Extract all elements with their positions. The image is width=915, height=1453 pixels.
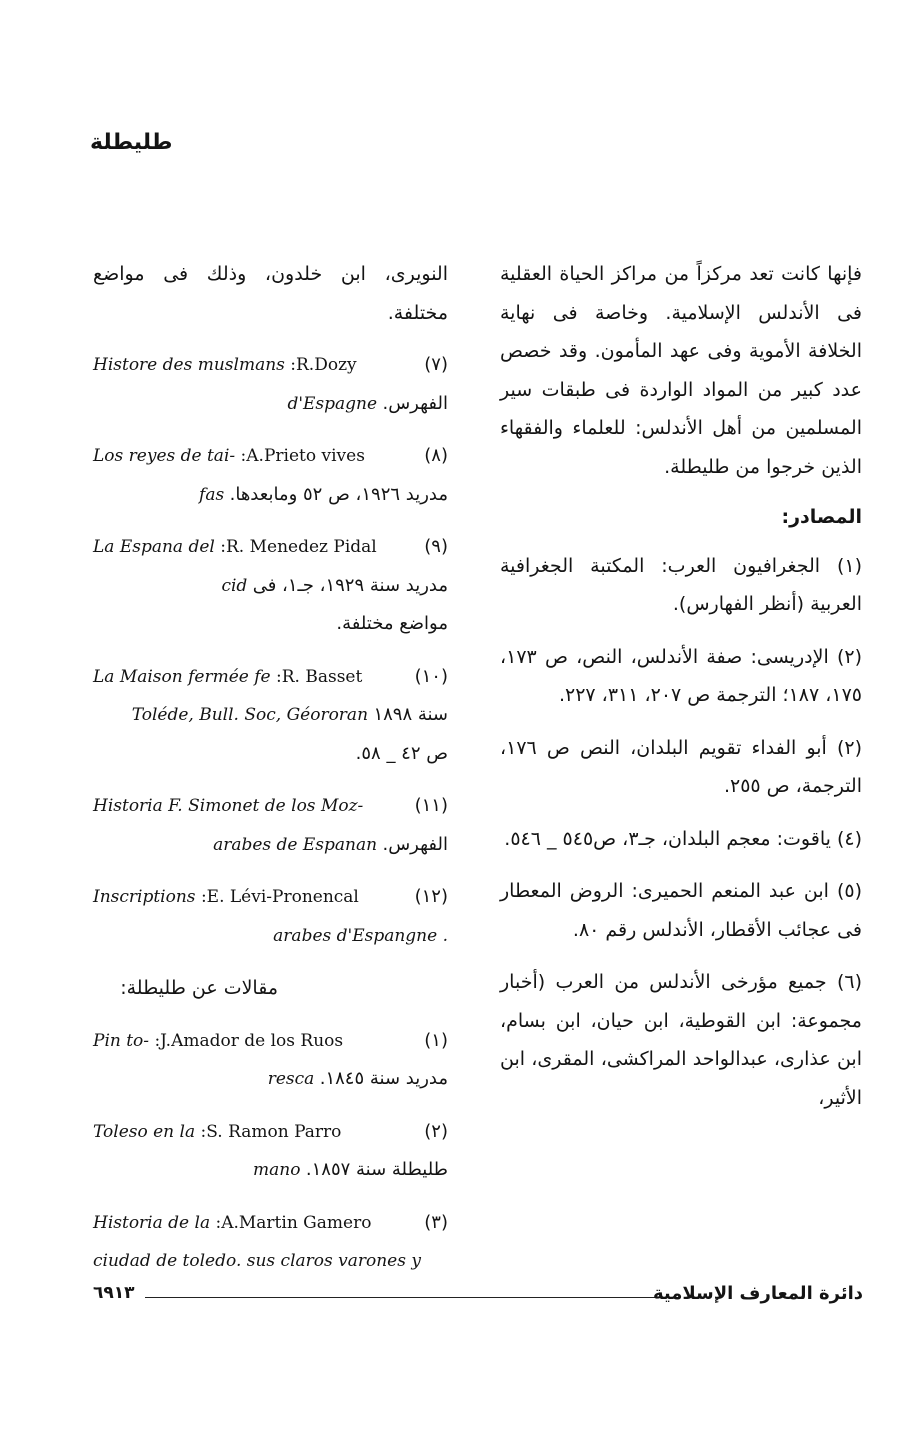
article-title: Historia de la (93, 1212, 211, 1233)
reference-title-cont: arabes de Espanan (213, 834, 378, 855)
reference-item (93, 437, 448, 514)
reference-line: مواضع مختلفة. (336, 613, 448, 634)
reference-number: (٨) (424, 445, 448, 466)
reference-title: Inscriptions (93, 887, 196, 907)
sources-heading: المصادر: (781, 506, 862, 528)
reference-title: Los reyes de tai- (93, 446, 236, 466)
source-item: (٥) ابن عبد المنعم الحميرى: الروض المعطار فى عجائب الأقطار، الأندلس رقم ٨٠. (500, 880, 862, 941)
source-item: (٢) الإدريسى: صفة الأندلس، النص، ص ١٧٣، ١٧٥، ١٨٧؛ الترجمة ص ٢٠٧، ٣١١، ٢٢٧. (500, 645, 862, 706)
reference-item (93, 528, 448, 644)
article-author: :J.Amador de los Ruos (154, 1030, 344, 1051)
reference-arabic: الفهرس. (382, 392, 448, 414)
article-title: Pin to- (93, 1030, 150, 1051)
article-arabic: مدريد سنة ١٨٤٥. (319, 1068, 448, 1089)
footer-title: دائرة المعارف الإسلامية (652, 1283, 863, 1304)
left-column (93, 255, 448, 1295)
continuation-paragraph: النويرى، ابن خلدون، وذلك فى مواضع مختلفة. (93, 263, 448, 324)
reference-line: ص ٤٢ _ ٥٨. (355, 742, 448, 764)
articles-heading: مقالات عن طليطلة: (120, 977, 278, 999)
reference-number: (٧) (424, 354, 448, 375)
reference-arabic: مدريد ١٩٢٦، ص ٥٢ ومابعدها. (229, 483, 448, 505)
reference-title: Historia F. Simonet de los Moz- (93, 796, 364, 816)
article-number: (٢) (424, 1120, 448, 1142)
reference-author: :A.Prieto vives (240, 446, 365, 466)
article-author: :A.Martin Gamero (215, 1212, 372, 1233)
reference-number: (٩) (424, 536, 448, 557)
reference-author: :R. Menedez Pidal (220, 537, 377, 557)
source-item: (٤) ياقوت: معجم البلدان، جـ٣، ص٥٤٥ _ ٥٤٦. (504, 827, 862, 850)
article-title: Toleso en la (93, 1121, 196, 1142)
article-title-cont: ciudad de toledo. sus claros varones y (93, 1251, 421, 1271)
reference-title-cont: d'Espagne (287, 393, 378, 414)
reference-item (93, 787, 448, 864)
reference-title: La Espana del (93, 537, 215, 557)
reference-author: :R. Basset (276, 666, 363, 687)
article-item (93, 1204, 448, 1281)
intro-paragraph: فإنها كانت تعد مركزاً من مراكز الحياة العقلية فى الأندلس الإسلامية. وخاصة فى نهاية الخلافة الأموية وفى عهد المأمون. وقد خصص عدد كبير من المواد الواردة فى طبقات سير المسلمين من أهل الأندلس: للعلماء والفقهاء الذين خرجوا من طليطلة. (500, 263, 862, 478)
article-title-cont: mano (253, 1160, 301, 1180)
reference-title: Histore des muslmans (93, 355, 285, 375)
article-item (93, 1022, 448, 1099)
reference-item (93, 878, 448, 955)
source-item: (٦) جميع مؤرخى الأندلس من العرب (أخبار مجموعة: ابن القوطية، ابن حيان، ابن بسام، ابن عذارى، عبدالواحد المراكشى، المقرى، ابن الأثير، (500, 971, 862, 1109)
reference-author: :E. Lévi-Pronencal (200, 887, 359, 907)
page-number: ٦٩١٣ (93, 1283, 135, 1303)
page-footer (93, 1283, 863, 1311)
right-column (500, 255, 862, 1131)
reference-title: La Maison fermée fe (93, 666, 271, 687)
reference-item (93, 346, 448, 423)
article-item (93, 1113, 448, 1190)
reference-arabic: سنة ١٨٩٨ (373, 704, 448, 725)
footer-rule (145, 1297, 678, 1298)
reference-title-cont: Toléde, Bull. Soc, Géororan (131, 705, 369, 725)
source-item: (٢) أبو الفداء تقويم البلدان، النص ص ١٧٦، الترجمة، ص ٢٥٥. (500, 736, 862, 797)
reference-number: (١١) (414, 795, 448, 816)
reference-item (93, 658, 448, 774)
article-number: (١) (424, 1029, 448, 1051)
reference-number: (١٢) (414, 886, 448, 907)
article-number: (٣) (424, 1211, 448, 1233)
article-title-cont: resca (267, 1069, 315, 1089)
reference-author: :R.Dozy (290, 355, 357, 375)
reference-arabic: مدريد سنة ١٩٢٩، جـ١، فى (252, 574, 448, 596)
source-item: (١) الجغرافيون العرب: المكتبة الجغرافية العربية (أنظر الفهارس). (500, 554, 862, 615)
reference-title-cont: fas (199, 484, 225, 505)
article-author: :S. Ramon Parro (200, 1121, 342, 1142)
reference-title-cont: cid (221, 575, 248, 596)
reference-title-cont: . arabes d'Espangne (273, 925, 448, 946)
page-header: طليطلة (90, 130, 173, 155)
article-arabic: طليطلة سنة ١٨٥٧. (305, 1159, 448, 1180)
reference-number: (١٠) (414, 665, 448, 687)
reference-arabic: الفهرس. (382, 833, 448, 855)
